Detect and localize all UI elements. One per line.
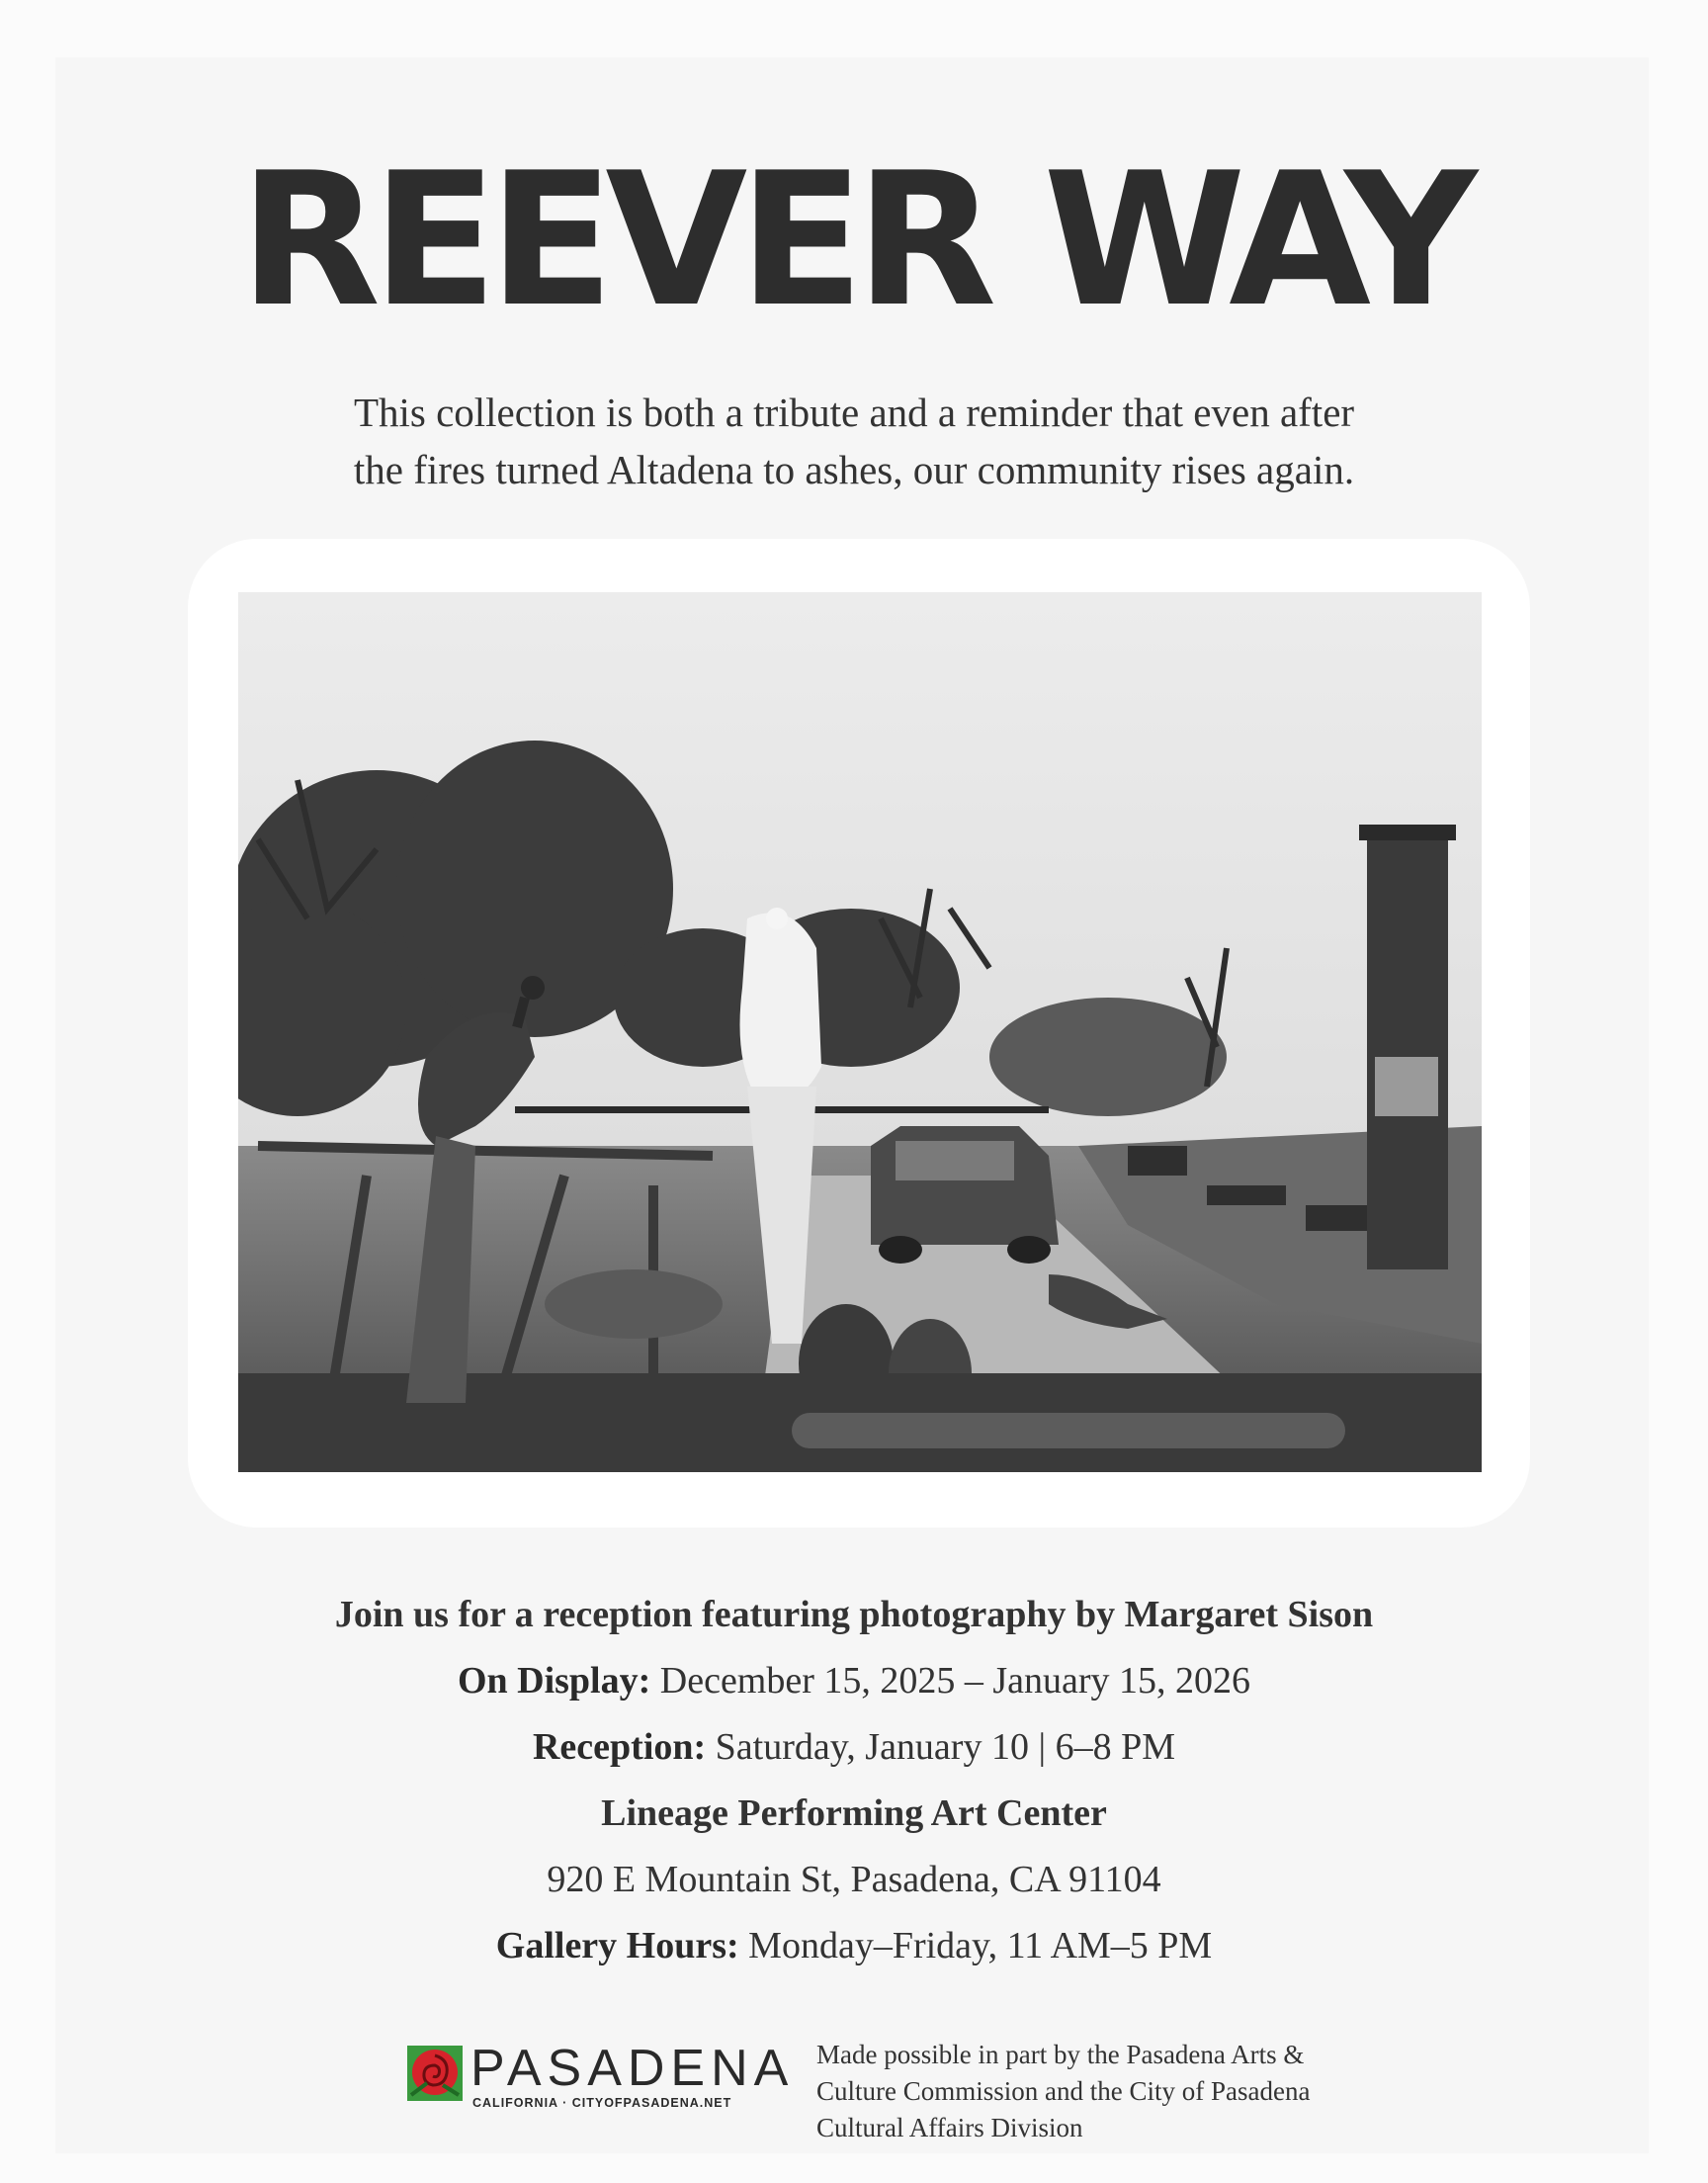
credit-line-3: Cultural Affairs Division: [816, 2113, 1083, 2142]
tagline: [0, 384, 1708, 498]
pasadena-wordmark: PASADENA: [470, 2040, 795, 2097]
credit-line-2: Culture Commission and the City of Pasadena: [816, 2076, 1311, 2106]
display-dates-label: On Display:: [457, 1660, 651, 1702]
funding-credit: [816, 2037, 1449, 2146]
reception-time-label: Reception:: [532, 1726, 707, 1768]
poster-title: REEVER WAY: [239, 132, 1469, 347]
pasadena-logo: [407, 2040, 795, 2121]
exhibition-photo: [238, 592, 1482, 1472]
reception-time: [0, 1714, 1708, 1781]
event-details: [0, 1582, 1708, 1979]
credit-line-1: Made possible in part by the Pasadena Arts &: [816, 2040, 1305, 2069]
display-dates-value: December 15, 2025 – January 15, 2026: [659, 1660, 1251, 1702]
venue-name: Lineage Performing Art Center: [601, 1792, 1107, 1834]
reception-time-value: Saturday, January 10 | 6–8 PM: [715, 1726, 1175, 1768]
reception-intro: Join us for a reception featuring photography by Margaret Sison: [334, 1594, 1374, 1635]
gallery-hours: [0, 1913, 1708, 1979]
venue-address: 920 E Mountain St, Pasadena, CA 91104: [547, 1859, 1161, 1900]
gallery-hours-label: Gallery Hours:: [495, 1925, 739, 1966]
pasadena-subline: CALIFORNIA · CITYOFPASADENA.NET: [472, 2096, 732, 2110]
tagline-line-1: This collection is both a tribute and a reminder that even after: [353, 390, 1355, 435]
rose-logo-icon: [407, 2046, 463, 2101]
gallery-hours-value: Monday–Friday, 11 AM–5 PM: [748, 1925, 1213, 1966]
tagline-line-2: the fires turned Altadena to ashes, our community rises again.: [353, 447, 1355, 492]
burned-street-peacocks-image: [238, 592, 1482, 1472]
display-dates: [0, 1648, 1708, 1714]
